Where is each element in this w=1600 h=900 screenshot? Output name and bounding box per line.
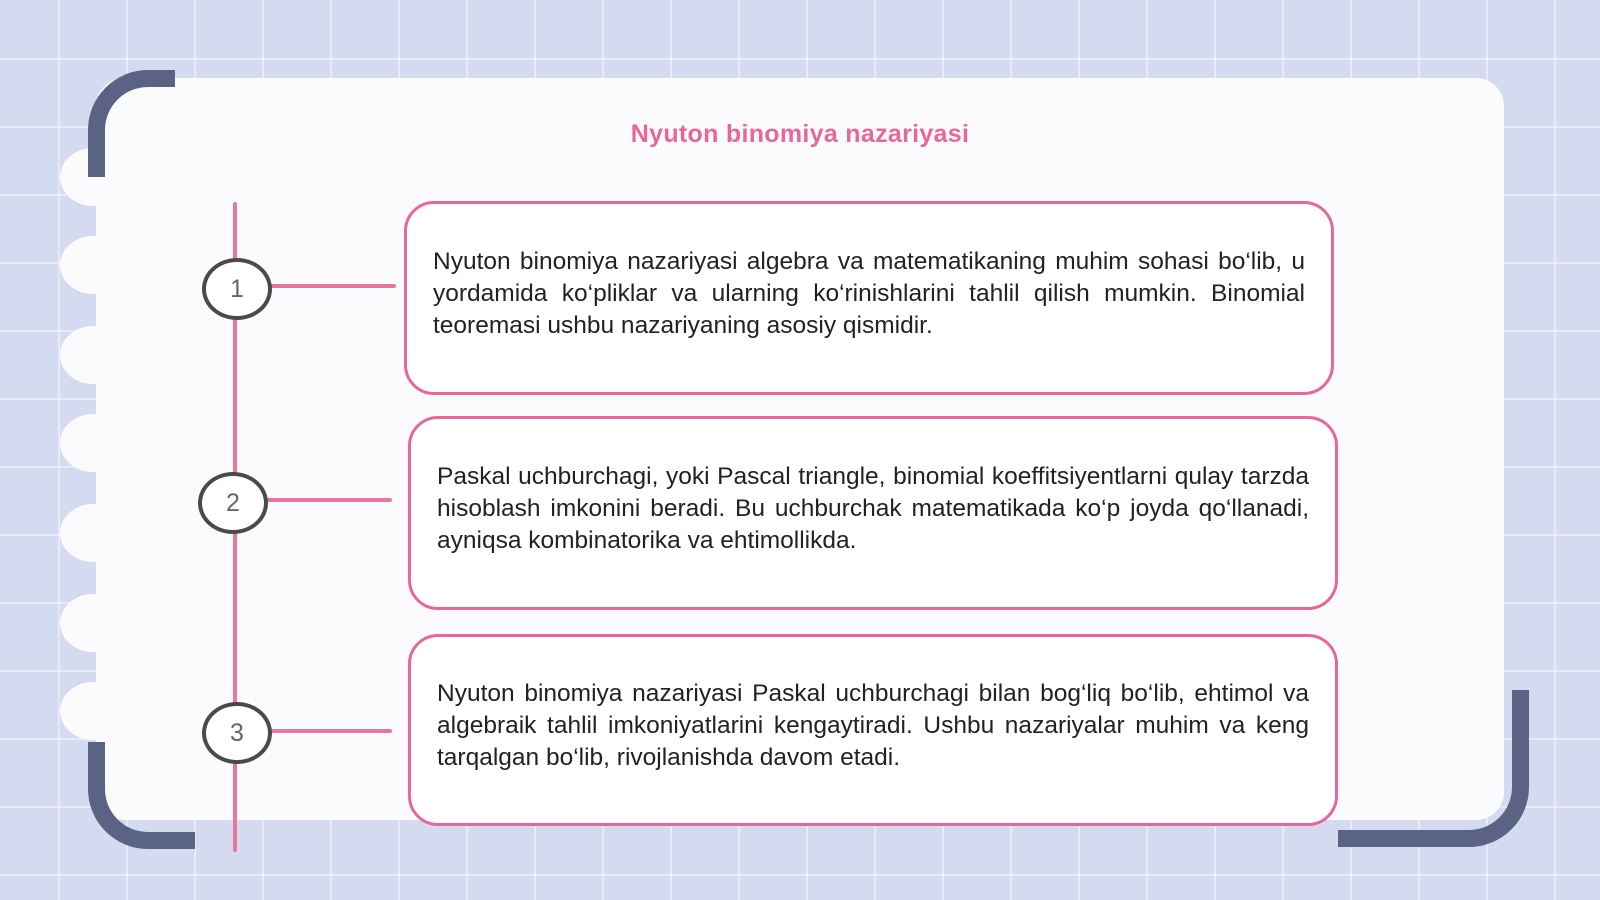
content-box	[408, 634, 1338, 826]
frame-corner-bottom-right	[1338, 690, 1529, 847]
scallop-edge	[60, 594, 126, 652]
scallop-edge	[60, 236, 126, 294]
timeline-connector	[266, 284, 396, 288]
scallop-edge	[60, 414, 126, 472]
scallop-edge	[60, 682, 126, 740]
step-number-badge: 2	[198, 472, 268, 534]
content-box	[408, 416, 1338, 610]
content-text: Paskal uchburchagi, yoki Pascal triangle, binomial koeffitsiyentlarni qulay tarzda hisoblash imkonini beradi. Bu uchburchak matematikada ko‘p joyda qo‘llanadi, ayniqsa kombinatorika va ehtimollikda.	[437, 463, 1309, 554]
content-text: Nyuton binomiya nazariyasi algebra va matematikaning muhim sohasi bo‘lib, u yordamida ko‘pliklar va ularning ko‘rinishlarini tahlil qilish mumkin. Binomial teoremasi ushbu nazariyaning asosiy qismidir.	[433, 248, 1305, 339]
timeline-connector	[266, 729, 392, 733]
frame-corner-bottom-left	[88, 742, 195, 849]
content-box	[404, 201, 1334, 395]
content-text: Nyuton binomiya nazariyasi Paskal uchburchagi bilan bog‘liq bo‘lib, ehtimol va algebraik tahlil imkoniyatlarini kengaytiradi. Ushbu nazariyalar muhim va keng tarqalgan bo‘lib, rivojlanishda davom etadi.	[437, 680, 1309, 771]
scallop-edge	[60, 326, 126, 384]
step-number-badge: 3	[202, 702, 272, 764]
slide-title: Nyuton binomiya nazariyasi	[630, 120, 970, 148]
timeline-connector	[262, 498, 392, 502]
scallop-edge	[60, 504, 126, 562]
step-number-badge: 1	[202, 258, 272, 320]
